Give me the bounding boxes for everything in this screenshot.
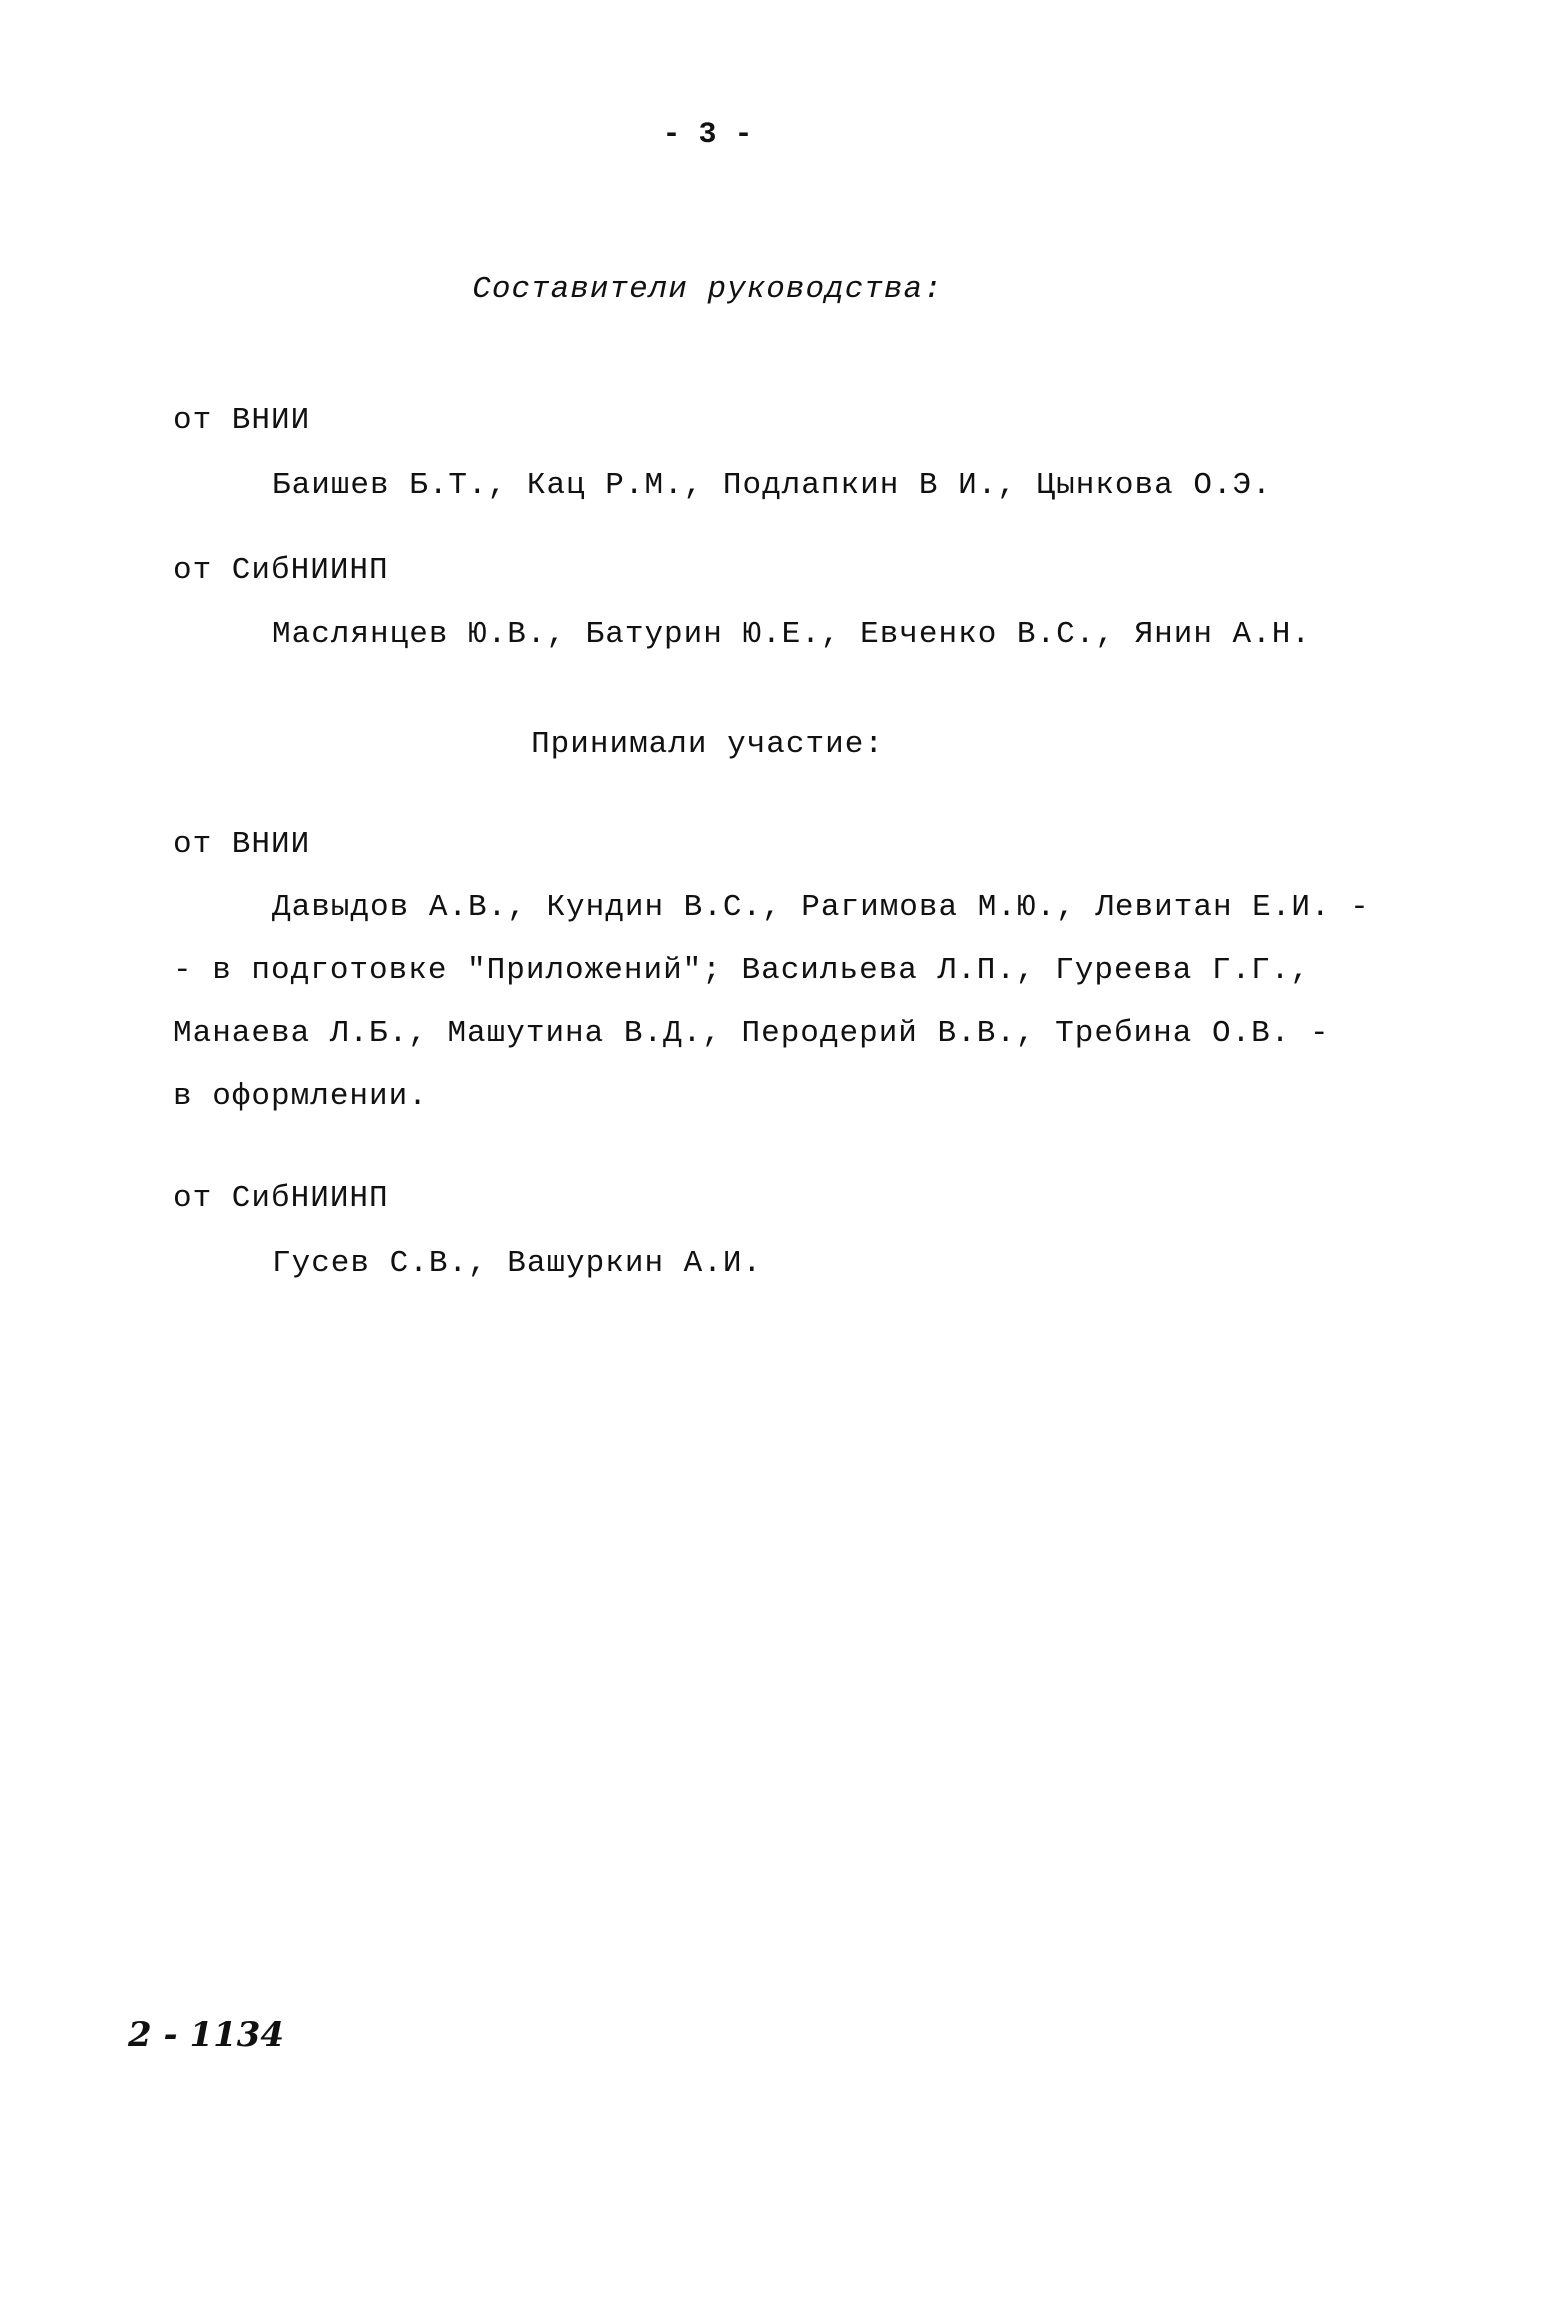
participants-org-sibniinp: от СибНИИНП — [173, 1181, 389, 1216]
participants-line: - в подготовке "Приложений"; Васильева Л.П., Гуреева Г.Г., — [173, 953, 1310, 988]
participants-heading: Принимали участие: — [531, 727, 884, 762]
authors-heading: Составители руководства: — [472, 272, 943, 307]
page-number: - 3 - — [662, 118, 753, 152]
authors-names-vnii: Баишев Б.Т., Кац Р.М., Подлапкин В И., Цынкова О.Э. — [272, 468, 1272, 503]
authors-org-sibniinp: от СибНИИНП — [173, 553, 389, 588]
participants-org-vnii: от ВНИИ — [173, 827, 311, 862]
handwritten-note: 2 - 1134 — [128, 2015, 285, 2055]
participants-line: Манаева Л.Б., Машутина В.Д., Перодерий В.В., Требина О.В. - — [173, 1016, 1330, 1051]
authors-names-sibniinp: Маслянцев Ю.В., Батурин Ю.Е., Евченко В.С., Янин А.Н. — [272, 617, 1311, 652]
participants-vnii-paragraph — [173, 876, 1403, 1128]
participants-line: Давыдов А.В., Кундин В.С., Рагимова М.Ю., Левитан Е.И. - — [272, 890, 1370, 925]
participants-names-sibniinp: Гусев С.В., Вашуркин А.И. — [272, 1246, 763, 1281]
authors-org-vnii: от ВНИИ — [173, 403, 311, 438]
participants-line: в оформлении. — [173, 1079, 428, 1114]
